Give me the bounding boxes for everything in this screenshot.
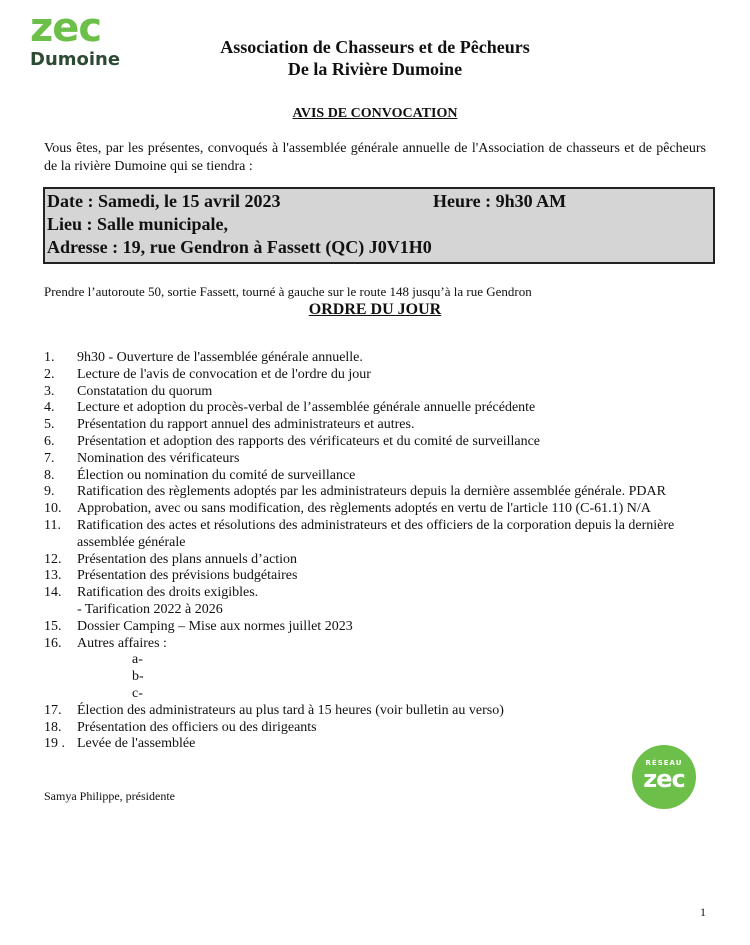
agenda-item-number: 10. — [44, 501, 62, 517]
zec-dumoine-logo — [30, 5, 121, 70]
agenda-item-text: Lecture de l'avis de convocation et de l'ordre du jour — [77, 366, 371, 382]
agenda-item-number: 14. — [44, 585, 62, 601]
agenda-item — [44, 400, 714, 417]
agenda-item — [44, 484, 714, 501]
agenda-item-text: 9h30 - Ouverture de l'assemblée générale annuelle. — [77, 350, 363, 365]
agenda-item — [44, 619, 714, 636]
logo-brand: zec — [30, 5, 102, 51]
agenda-sub-item: a- — [132, 652, 143, 668]
agenda-item — [44, 720, 714, 737]
agenda-sub-item: b- — [132, 669, 144, 685]
agenda-item-number: 11. — [44, 517, 61, 533]
header-line-2: De la Rivière Dumoine — [287, 59, 463, 79]
badge-brand: zec — [643, 765, 685, 793]
agenda-item-text: Approbation, avec ou sans modification, des règlements adoptés en vertu de l'article 110 (C-61.1) N/A — [77, 501, 651, 517]
agenda-item-text: Nomination des vérificateurs — [77, 450, 240, 466]
agenda-item-number: 3. — [44, 383, 55, 399]
agenda-item-text: Présentation du rapport annuel des administrateurs et autres. — [77, 417, 415, 433]
agenda-item-number: 6. — [44, 433, 55, 449]
agenda-item — [44, 434, 714, 451]
agenda-item-number: 2. — [44, 366, 55, 382]
agenda-list — [44, 350, 714, 753]
agenda-item — [44, 585, 714, 619]
agenda-item-number: 16. — [44, 635, 62, 651]
meeting-date: Date : Samedi, le 15 avril 2023 — [47, 191, 281, 211]
agenda-item-text: Autres affaires : — [77, 635, 167, 651]
agenda-item-text: Élection ou nomination du comité de surveillance — [77, 467, 356, 483]
agenda-item-number: 13. — [44, 568, 62, 584]
agenda-item — [44, 518, 714, 552]
document-header — [150, 36, 600, 80]
meeting-place: Lieu : Salle municipale, — [47, 214, 229, 234]
agenda-item-text: Constatation du quorum — [77, 383, 213, 399]
agenda-item-number: 12. — [44, 551, 62, 567]
agenda-item-number: 9. — [44, 484, 55, 500]
meeting-address: Adresse : 19, rue Gendron à Fassett (QC) J0V1H0 — [47, 237, 432, 257]
directions-text: Prendre l’autoroute 50, sortie Fassett, tourné à gauche sur le route 148 jusqu’à la rue Gendron — [44, 284, 532, 299]
agenda-item-text: Dossier Camping – Mise aux normes juillet 2023 — [77, 618, 353, 634]
document-title: AVIS DE CONVOCATION — [292, 106, 458, 121]
logo-name: Dumoine — [30, 49, 121, 70]
agenda-item — [44, 451, 714, 468]
header-line-1: Association de Chasseurs et de Pêcheurs — [220, 37, 530, 57]
agenda-item-number: 17. — [44, 702, 62, 718]
agenda-item-number: 15. — [44, 618, 62, 634]
agenda-item — [44, 367, 714, 384]
agenda-item-number: 4. — [44, 400, 55, 416]
agenda-item-text: Présentation des officiers ou des dirigeants — [77, 719, 317, 735]
agenda-item — [44, 736, 714, 753]
agenda-item — [44, 636, 714, 703]
agenda-item — [44, 350, 714, 367]
agenda-item-number: 7. — [44, 450, 55, 466]
agenda-item-number: 18. — [44, 719, 62, 735]
agenda-sub-item: c- — [132, 685, 143, 701]
reseau-zec-logo — [632, 745, 696, 809]
agenda-item — [44, 417, 714, 434]
agenda-title: ORDRE DU JOUR — [308, 301, 442, 318]
agenda-item — [44, 501, 714, 518]
agenda-item-text: Présentation des plans annuels d’action — [77, 551, 298, 567]
meeting-details-box — [43, 187, 715, 264]
agenda-item-number: 1. — [44, 350, 55, 365]
signature: Samya Philippe, présidente — [44, 789, 175, 803]
badge-top-text: RÉSEAU — [645, 759, 683, 767]
agenda-item-number: 5. — [44, 417, 55, 433]
intro-paragraph: Vous êtes, par les présentes, convoqués à l'assemblée générale annuelle de l'Association de chasseurs et de pêcheurs de la rivière Dumoine qui se tiendra : — [44, 141, 706, 174]
agenda-item — [44, 703, 714, 720]
agenda-item — [44, 468, 714, 485]
agenda-item-number: 19 . — [44, 736, 65, 752]
agenda-item-text: Présentation des prévisions budgétaires — [77, 568, 298, 584]
agenda-item-text: Ratification des règlements adoptés par les administrateurs depuis la dernière assemblée générale. PDAR — [77, 484, 666, 500]
agenda-sub-item: - Tarification 2022 à 2026 — [77, 601, 223, 617]
agenda-item — [44, 568, 714, 585]
agenda-item-number: 8. — [44, 467, 55, 483]
agenda-item-text: Lecture et adoption du procès-verbal de l’assemblée générale annuelle précédente — [77, 400, 536, 416]
agenda-item-text: Élection des administrateurs au plus tard à 15 heures (voir bulletin au verso) — [77, 702, 504, 718]
agenda-item-text: Ratification des actes et résolutions des administrateurs et des officiers de la corporation depuis la dernière assemblée générale — [77, 517, 675, 550]
page-number: 1 — [700, 905, 706, 919]
agenda-item-text: Présentation et adoption des rapports des vérificateurs et du comité de surveillance — [77, 433, 541, 449]
agenda-item-text: Ratification des droits exigibles. — [77, 585, 259, 601]
meeting-time: Heure : 9h30 AM — [433, 191, 567, 211]
agenda-item — [44, 384, 714, 401]
agenda-item — [44, 552, 714, 569]
agenda-item-text: Levée de l'assemblée — [77, 736, 196, 752]
